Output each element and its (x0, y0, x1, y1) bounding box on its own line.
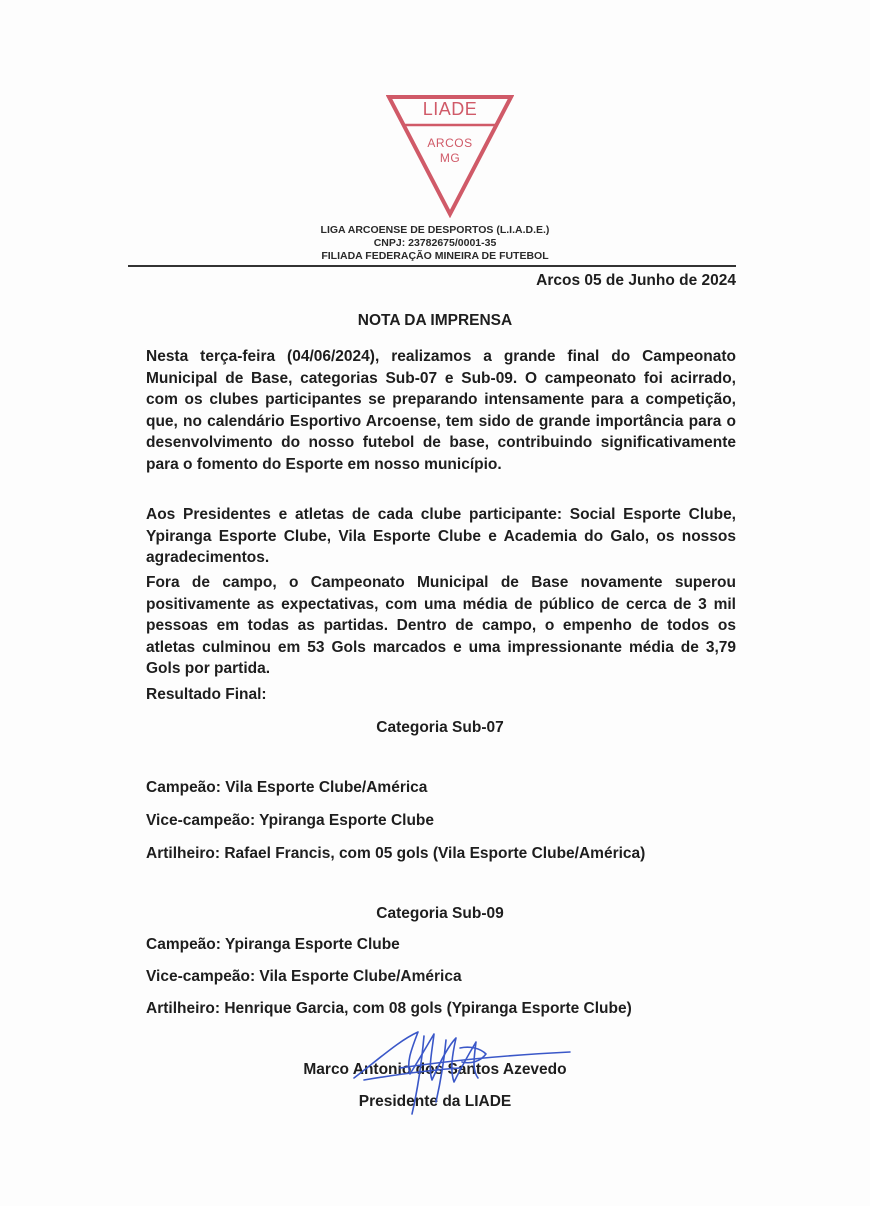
logo-state: MG (439, 151, 461, 165)
paragraph-stats: Fora de campo, o Campeonato Municipal de Base novamente superou positivamente as expectativas, com uma média de público de cerca de 3 mil pessoas em todas as partidas. Dentro de campo, o empenho de todos os atletas culminou em 53 Gols marcados e uma impressionante média de 3,79 Gols por partida. (146, 574, 736, 677)
sub07-top-scorer: Artilheiro: Rafael Francis, com 05 gols (Vila Esporte Clube/América) (146, 845, 646, 862)
sub07-runner-up: Vice-campeão: Ypiranga Esporte Clube (146, 812, 434, 829)
sub09-runner-up: Vice-campeão: Vila Esporte Clube/América (146, 968, 462, 985)
document-date: Arcos 05 de Junho de 2024 (536, 272, 736, 289)
logo-city: ARCOS (427, 136, 473, 150)
sub09-champion: Campeão: Ypiranga Esporte Clube (146, 936, 400, 953)
sub09-top-scorer: Artilheiro: Henrique Garcia, com 08 gols (Ypiranga Esporte Clube) (146, 1000, 632, 1017)
sub07-champion: Campeão: Vila Esporte Clube/América (146, 779, 428, 796)
sub07-heading: Categoria Sub-07 (376, 719, 504, 736)
org-name: LIGA ARCOENSE DE DESPORTOS (L.I.A.D.E.) (320, 224, 550, 236)
document-title: NOTA DA IMPRENSA (357, 312, 513, 329)
handwritten-signature (340, 1018, 580, 1118)
logo-name: LIADE (422, 99, 478, 119)
org-federation: FILIADA FEDERAÇÃO MINEIRA DE FUTEBOL (321, 250, 549, 262)
signatory-role: Presidente da LIADE (358, 1093, 512, 1110)
header-divider (128, 265, 736, 267)
paragraph-thanks: Aos Presidentes e atletas de cada clube participante: Social Esporte Clube, Ypiranga Esporte Clube, Vila Esporte Clube e Academia do Galo, os nossos agradecimentos. (146, 506, 736, 566)
results-label: Resultado Final: (146, 686, 267, 703)
org-cnpj: CNPJ: 23782675/0001-35 (373, 237, 497, 249)
paragraph-intro: Nesta terça-feira (04/06/2024), realizamos a grande final do Campeonato Municipal de Base, categorias Sub-07 e Sub-09. O campeonato foi acirrado, com os clubes participantes se preparando intensamente para a competição, que, no calendário Esportivo Arcoense, tem sido de grande importância para o desenvolvimento do nosso futebol de base, contribuindo significativamente para o fomento do Esporte em nosso município. (146, 348, 736, 473)
signatory-name: Marco Antonio dos Santos Azevedo (303, 1061, 567, 1078)
sub09-heading: Categoria Sub-09 (376, 905, 504, 922)
